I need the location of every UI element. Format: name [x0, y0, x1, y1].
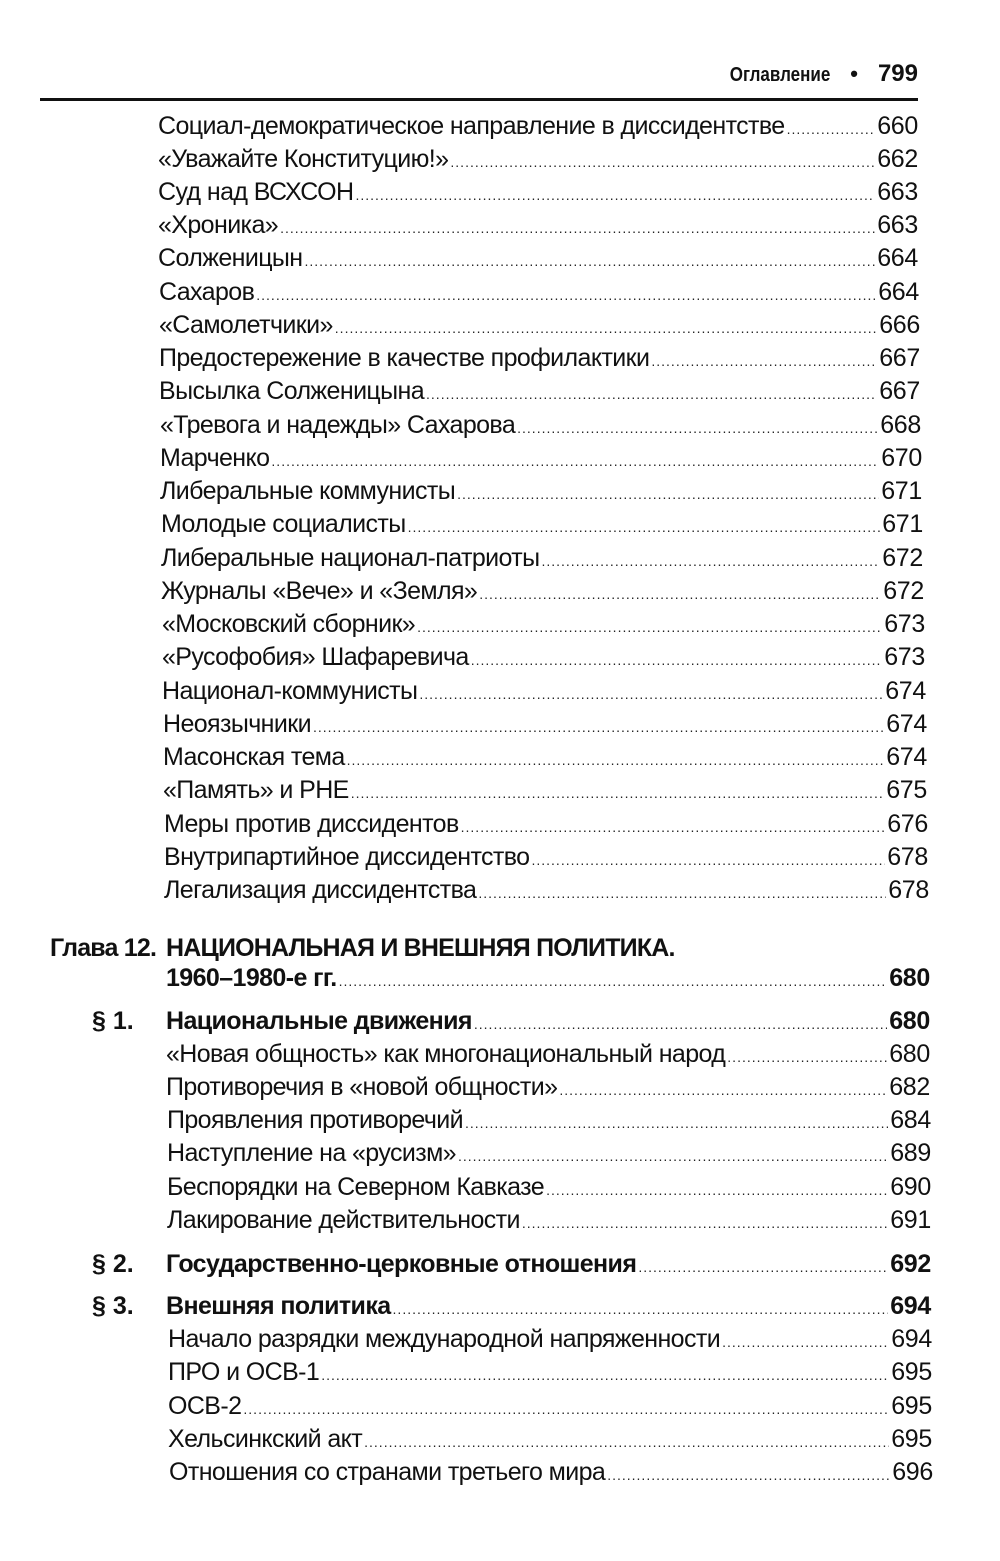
toc-entry[interactable]: Неоязычники ..... 674 — [163, 708, 927, 744]
toc-entry[interactable]: Беспорядки на Северном Кавказе ..... 690 — [167, 1171, 931, 1207]
toc-entry[interactable]: Проявления противоречий ..... 684 — [167, 1104, 931, 1140]
toc-entry[interactable]: «Память» и РНЕ ..... 675 — [163, 774, 927, 810]
toc-entry[interactable]: Либеральные коммунисты ..... 671 — [160, 475, 922, 511]
toc-entry[interactable]: ОСВ-2 ..... 695 — [168, 1390, 932, 1426]
section-heading[interactable]: Внешняя политика ..... 694 — [166, 1290, 931, 1326]
toc-entry[interactable]: Высылка Солженицына ..... 667 — [159, 375, 920, 411]
toc-entry[interactable]: «Новая общность» как многонациональный народ ..... 680 — [166, 1038, 930, 1074]
toc-entry[interactable]: Хельсинкский акт ..... 695 — [168, 1423, 932, 1459]
section-number: § 1. — [92, 1007, 134, 1035]
chapter-title-line2-entry[interactable]: 1960–1980-е гг. ..... 680 — [166, 962, 930, 998]
toc-entry[interactable]: Внутрипартийное диссидентство ..... 678 — [164, 841, 928, 877]
toc-entry[interactable]: Масонская тема ..... 674 — [163, 741, 927, 777]
toc-entry[interactable]: Наступление на «русизм» ..... 689 — [167, 1137, 931, 1173]
toc-entry[interactable]: «Уважайте Конституцию!» ..... 662 — [158, 143, 918, 179]
toc-entry[interactable]: Молодые социалисты ..... 671 — [161, 508, 923, 544]
toc-entry[interactable]: «Хроника» ..... 663 — [158, 209, 918, 245]
toc-entry[interactable]: Начало разрядки международной напряженности ..... 694 — [168, 1323, 932, 1359]
toc-entry[interactable]: Социал-демократическое направление в диссидентстве ..... 660 — [158, 110, 918, 146]
toc-entry[interactable]: «Московский сборник» ..... 673 — [162, 608, 925, 644]
section-heading[interactable]: Национальные движения ..... 680 — [166, 1005, 930, 1041]
toc-entry[interactable]: Лакирование действительности ..... 691 — [167, 1204, 931, 1240]
toc-entry[interactable]: Противоречия в «новой общности» ..... 682 — [166, 1071, 930, 1107]
header-page-number: 799 — [877, 60, 918, 87]
section-heading[interactable]: Государственно-церковные отношения ..... 692 — [166, 1248, 931, 1284]
toc-entry[interactable]: Либеральные национал-патриоты ..... 672 — [161, 542, 923, 578]
chapter-label: Глава 12. — [50, 934, 157, 962]
toc-entry[interactable]: Марченко ..... 670 — [160, 442, 922, 478]
toc-entry[interactable]: Предостережение в качестве профилактики ..... 667 — [159, 342, 920, 378]
section-number: § 3. — [92, 1292, 134, 1320]
toc-entry[interactable]: Сахаров ..... 664 — [159, 276, 919, 312]
toc-entry[interactable]: «Самолетчики» ..... 666 — [159, 309, 920, 345]
toc-entry[interactable]: ПРО и ОСВ-1 ..... 695 — [168, 1356, 932, 1392]
toc-entry[interactable]: Солженицын ..... 664 — [158, 242, 918, 278]
toc-entry[interactable]: Легализация диссидентства ..... 678 — [164, 874, 929, 910]
running-header — [40, 52, 918, 101]
header-title: Оглавление — [729, 64, 831, 86]
header-bullet: • — [850, 61, 858, 86]
toc-entry[interactable]: Меры против диссидентов ..... 676 — [164, 808, 928, 844]
toc-entry[interactable]: «Русофобия» Шафаревича ..... 673 — [162, 641, 925, 677]
toc-entry[interactable]: Национал-коммунисты ..... 674 — [162, 675, 926, 711]
chapter-title[interactable]: НАЦИОНАЛЬНАЯ И ВНЕШНЯЯ ПОЛИТИКА. — [166, 934, 675, 962]
toc-entry[interactable]: Отношения со странами третьего мира ..... 696 — [169, 1456, 933, 1492]
toc-entry[interactable]: Журналы «Вече» и «Земля» ..... 672 — [161, 575, 924, 611]
toc-entry[interactable]: «Тревога и надежды» Сахарова ..... 668 — [160, 409, 921, 445]
section-number: § 2. — [92, 1250, 134, 1278]
toc-entry[interactable]: Суд над ВСХСОН ..... 663 — [158, 176, 918, 212]
